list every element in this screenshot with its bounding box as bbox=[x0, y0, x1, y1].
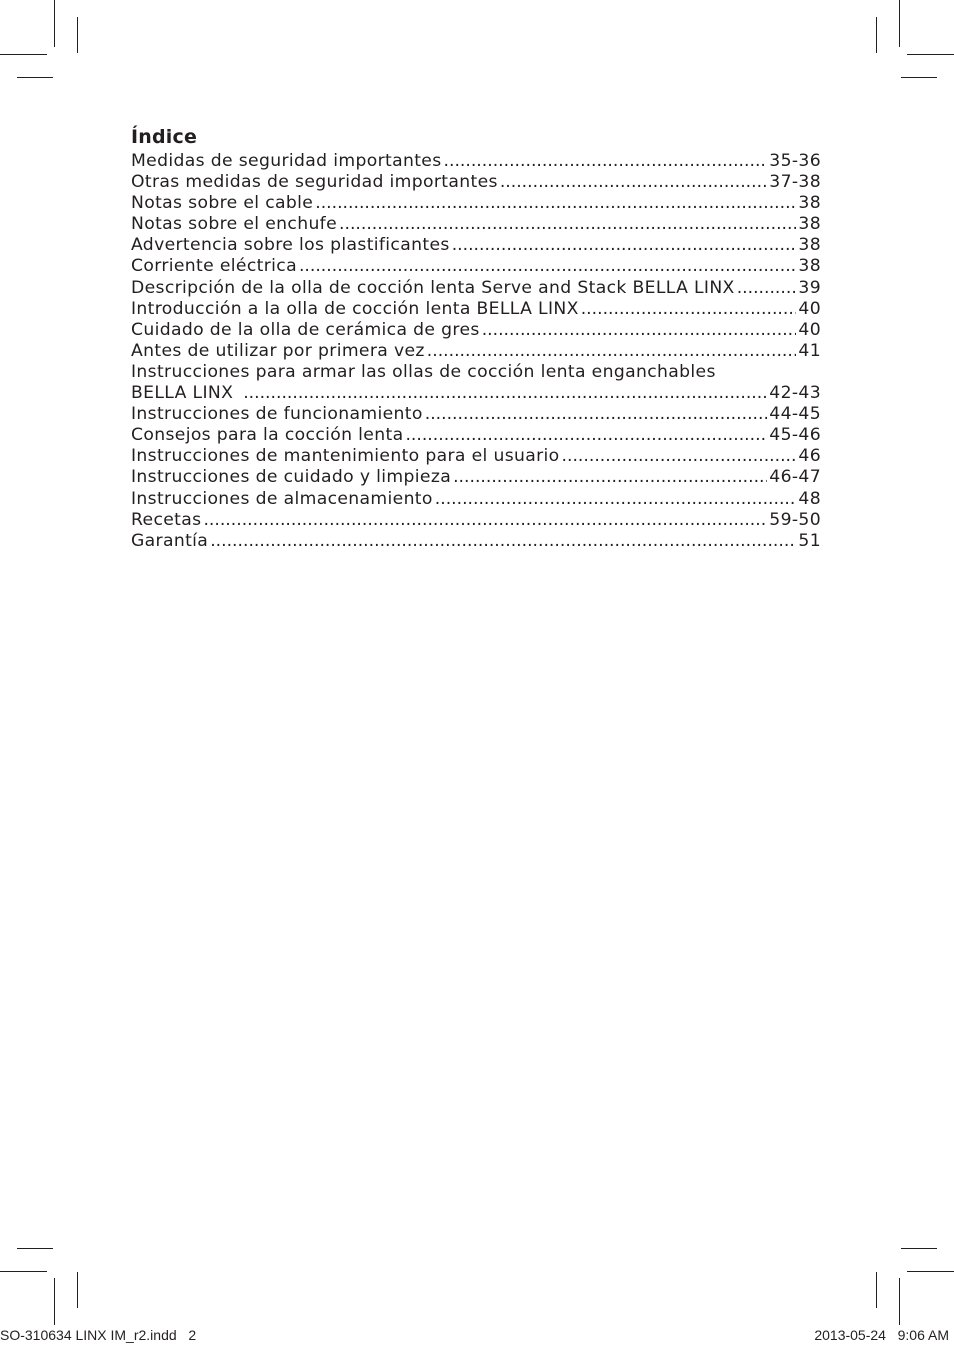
dot-leader bbox=[243, 383, 767, 404]
table-of-contents bbox=[131, 124, 821, 552]
toc-entry-title: Instrucciones para armar las ollas de cocción lenta enganchables bbox=[131, 361, 716, 382]
dot-leader bbox=[500, 172, 767, 193]
toc-entry-first-line[interactable] bbox=[131, 362, 821, 383]
dot-leader bbox=[581, 299, 797, 320]
toc-entry-pages: 38 bbox=[798, 214, 821, 235]
toc-entry-title: Descripción de la olla de cocción lenta Serve and Stack BELLA LINX bbox=[131, 277, 735, 298]
toc-entry-title: Consejos para la cocción lenta bbox=[131, 425, 404, 446]
toc-entry-pages: 42-43 bbox=[769, 383, 821, 404]
dot-leader bbox=[339, 214, 796, 235]
toc-entry[interactable] bbox=[131, 172, 821, 193]
toc-entry[interactable] bbox=[131, 151, 821, 172]
toc-entry-title: Notas sobre el cable bbox=[131, 193, 314, 214]
toc-entry-title: Medidas de seguridad importantes bbox=[131, 151, 442, 171]
toc-entry-title: Corriente eléctrica bbox=[131, 256, 297, 277]
toc-entry[interactable] bbox=[131, 425, 821, 446]
toc-entry-continuation[interactable] bbox=[131, 383, 821, 404]
toc-entry-pages: 38 bbox=[798, 256, 821, 277]
toc-entry-pages: 46 bbox=[798, 446, 821, 467]
toc-entry-title: Instrucciones de mantenimiento para el usuario bbox=[131, 446, 560, 467]
crop-mark bbox=[899, 1278, 900, 1325]
toc-entry[interactable] bbox=[131, 299, 821, 320]
dot-leader bbox=[315, 193, 796, 214]
toc-entry[interactable] bbox=[131, 404, 821, 425]
print-slug-filename: SO-310634 LINX IM_r2.indd 2 bbox=[0, 1327, 197, 1343]
dot-leader bbox=[299, 256, 796, 277]
crop-mark bbox=[907, 1271, 954, 1272]
toc-entry-title: Notas sobre el enchufe bbox=[131, 214, 338, 235]
toc-entry-pages: 44-45 bbox=[769, 404, 821, 425]
toc-entry-title: Antes de utilizar por primera vez bbox=[131, 340, 425, 361]
toc-entry[interactable] bbox=[131, 214, 821, 235]
crop-mark bbox=[901, 1248, 937, 1249]
crop-mark bbox=[907, 54, 954, 55]
dot-leader bbox=[405, 425, 767, 446]
dot-leader bbox=[482, 320, 797, 341]
crop-mark bbox=[17, 77, 53, 78]
dot-leader bbox=[425, 404, 768, 425]
toc-entry-title: Instrucciones de almacenamiento bbox=[131, 488, 433, 509]
toc-entry[interactable] bbox=[131, 320, 821, 341]
toc-entry[interactable] bbox=[131, 510, 821, 531]
toc-entry[interactable] bbox=[131, 341, 821, 362]
toc-entry-title: Garantía bbox=[131, 530, 209, 551]
toc-entry[interactable] bbox=[131, 193, 821, 214]
crop-mark bbox=[876, 1272, 877, 1308]
crop-mark bbox=[0, 1271, 47, 1272]
crop-mark bbox=[54, 1278, 55, 1325]
toc-entry-title: Recetas bbox=[131, 509, 202, 530]
toc-entry-title: Instrucciones de cuidado y limpieza bbox=[131, 467, 452, 488]
toc-entry[interactable] bbox=[131, 489, 821, 510]
toc-entry[interactable] bbox=[131, 467, 821, 488]
toc-entry-title: Introducción a la olla de cocción lenta BELLA LINX bbox=[131, 298, 579, 319]
crop-mark bbox=[0, 54, 47, 55]
toc-entry-title-continued: BELLA LINX bbox=[131, 383, 234, 404]
dot-leader bbox=[210, 531, 796, 552]
dot-leader bbox=[203, 510, 767, 531]
toc-entry-pages: 45-46 bbox=[769, 425, 821, 446]
dot-leader bbox=[737, 278, 797, 299]
toc-entry-pages: 38 bbox=[798, 235, 821, 256]
dot-leader bbox=[427, 341, 797, 362]
toc-entry-title: Advertencia sobre los plastificantes bbox=[131, 235, 450, 256]
crop-mark bbox=[901, 77, 937, 78]
toc-entry[interactable] bbox=[131, 531, 821, 552]
dot-leader bbox=[562, 446, 797, 467]
toc-entry[interactable] bbox=[131, 446, 821, 467]
toc-entry-pages: 37-38 bbox=[769, 172, 821, 193]
print-slug-timestamp: 2013-05-24 9:06 AM bbox=[814, 1327, 949, 1343]
dot-leader bbox=[435, 489, 797, 510]
toc-entry-pages: 40 bbox=[798, 319, 821, 340]
dot-leader bbox=[452, 235, 797, 256]
toc-entry-pages: 59-50 bbox=[769, 509, 821, 530]
toc-entry[interactable] bbox=[131, 235, 821, 256]
toc-entry-pages: 46-47 bbox=[769, 467, 821, 488]
toc-entry-pages: 41 bbox=[798, 340, 821, 361]
toc-entry[interactable] bbox=[131, 278, 821, 299]
crop-mark bbox=[899, 0, 900, 47]
crop-mark bbox=[876, 17, 877, 53]
toc-entry-pages: 35-36 bbox=[769, 151, 821, 171]
crop-mark bbox=[17, 1248, 53, 1249]
toc-entry-pages: 40 bbox=[798, 298, 821, 319]
toc-entry-title: Otras medidas de seguridad importantes bbox=[131, 172, 498, 193]
toc-entry-pages: 51 bbox=[798, 530, 821, 551]
toc-title: Índice bbox=[131, 126, 198, 148]
toc-entry-pages: 48 bbox=[798, 488, 821, 509]
dot-leader bbox=[444, 151, 768, 172]
dot-leader bbox=[453, 467, 767, 488]
toc-list bbox=[131, 151, 821, 552]
crop-mark bbox=[77, 1272, 78, 1308]
crop-mark bbox=[54, 0, 55, 47]
toc-entry-pages: 39 bbox=[798, 277, 821, 298]
toc-entry-title: Cuidado de la olla de cerámica de gres bbox=[131, 319, 480, 340]
toc-entry-title: Instrucciones de funcionamiento bbox=[131, 404, 423, 425]
toc-entry[interactable] bbox=[131, 256, 821, 277]
toc-entry-pages: 38 bbox=[798, 193, 821, 214]
crop-mark bbox=[77, 17, 78, 53]
